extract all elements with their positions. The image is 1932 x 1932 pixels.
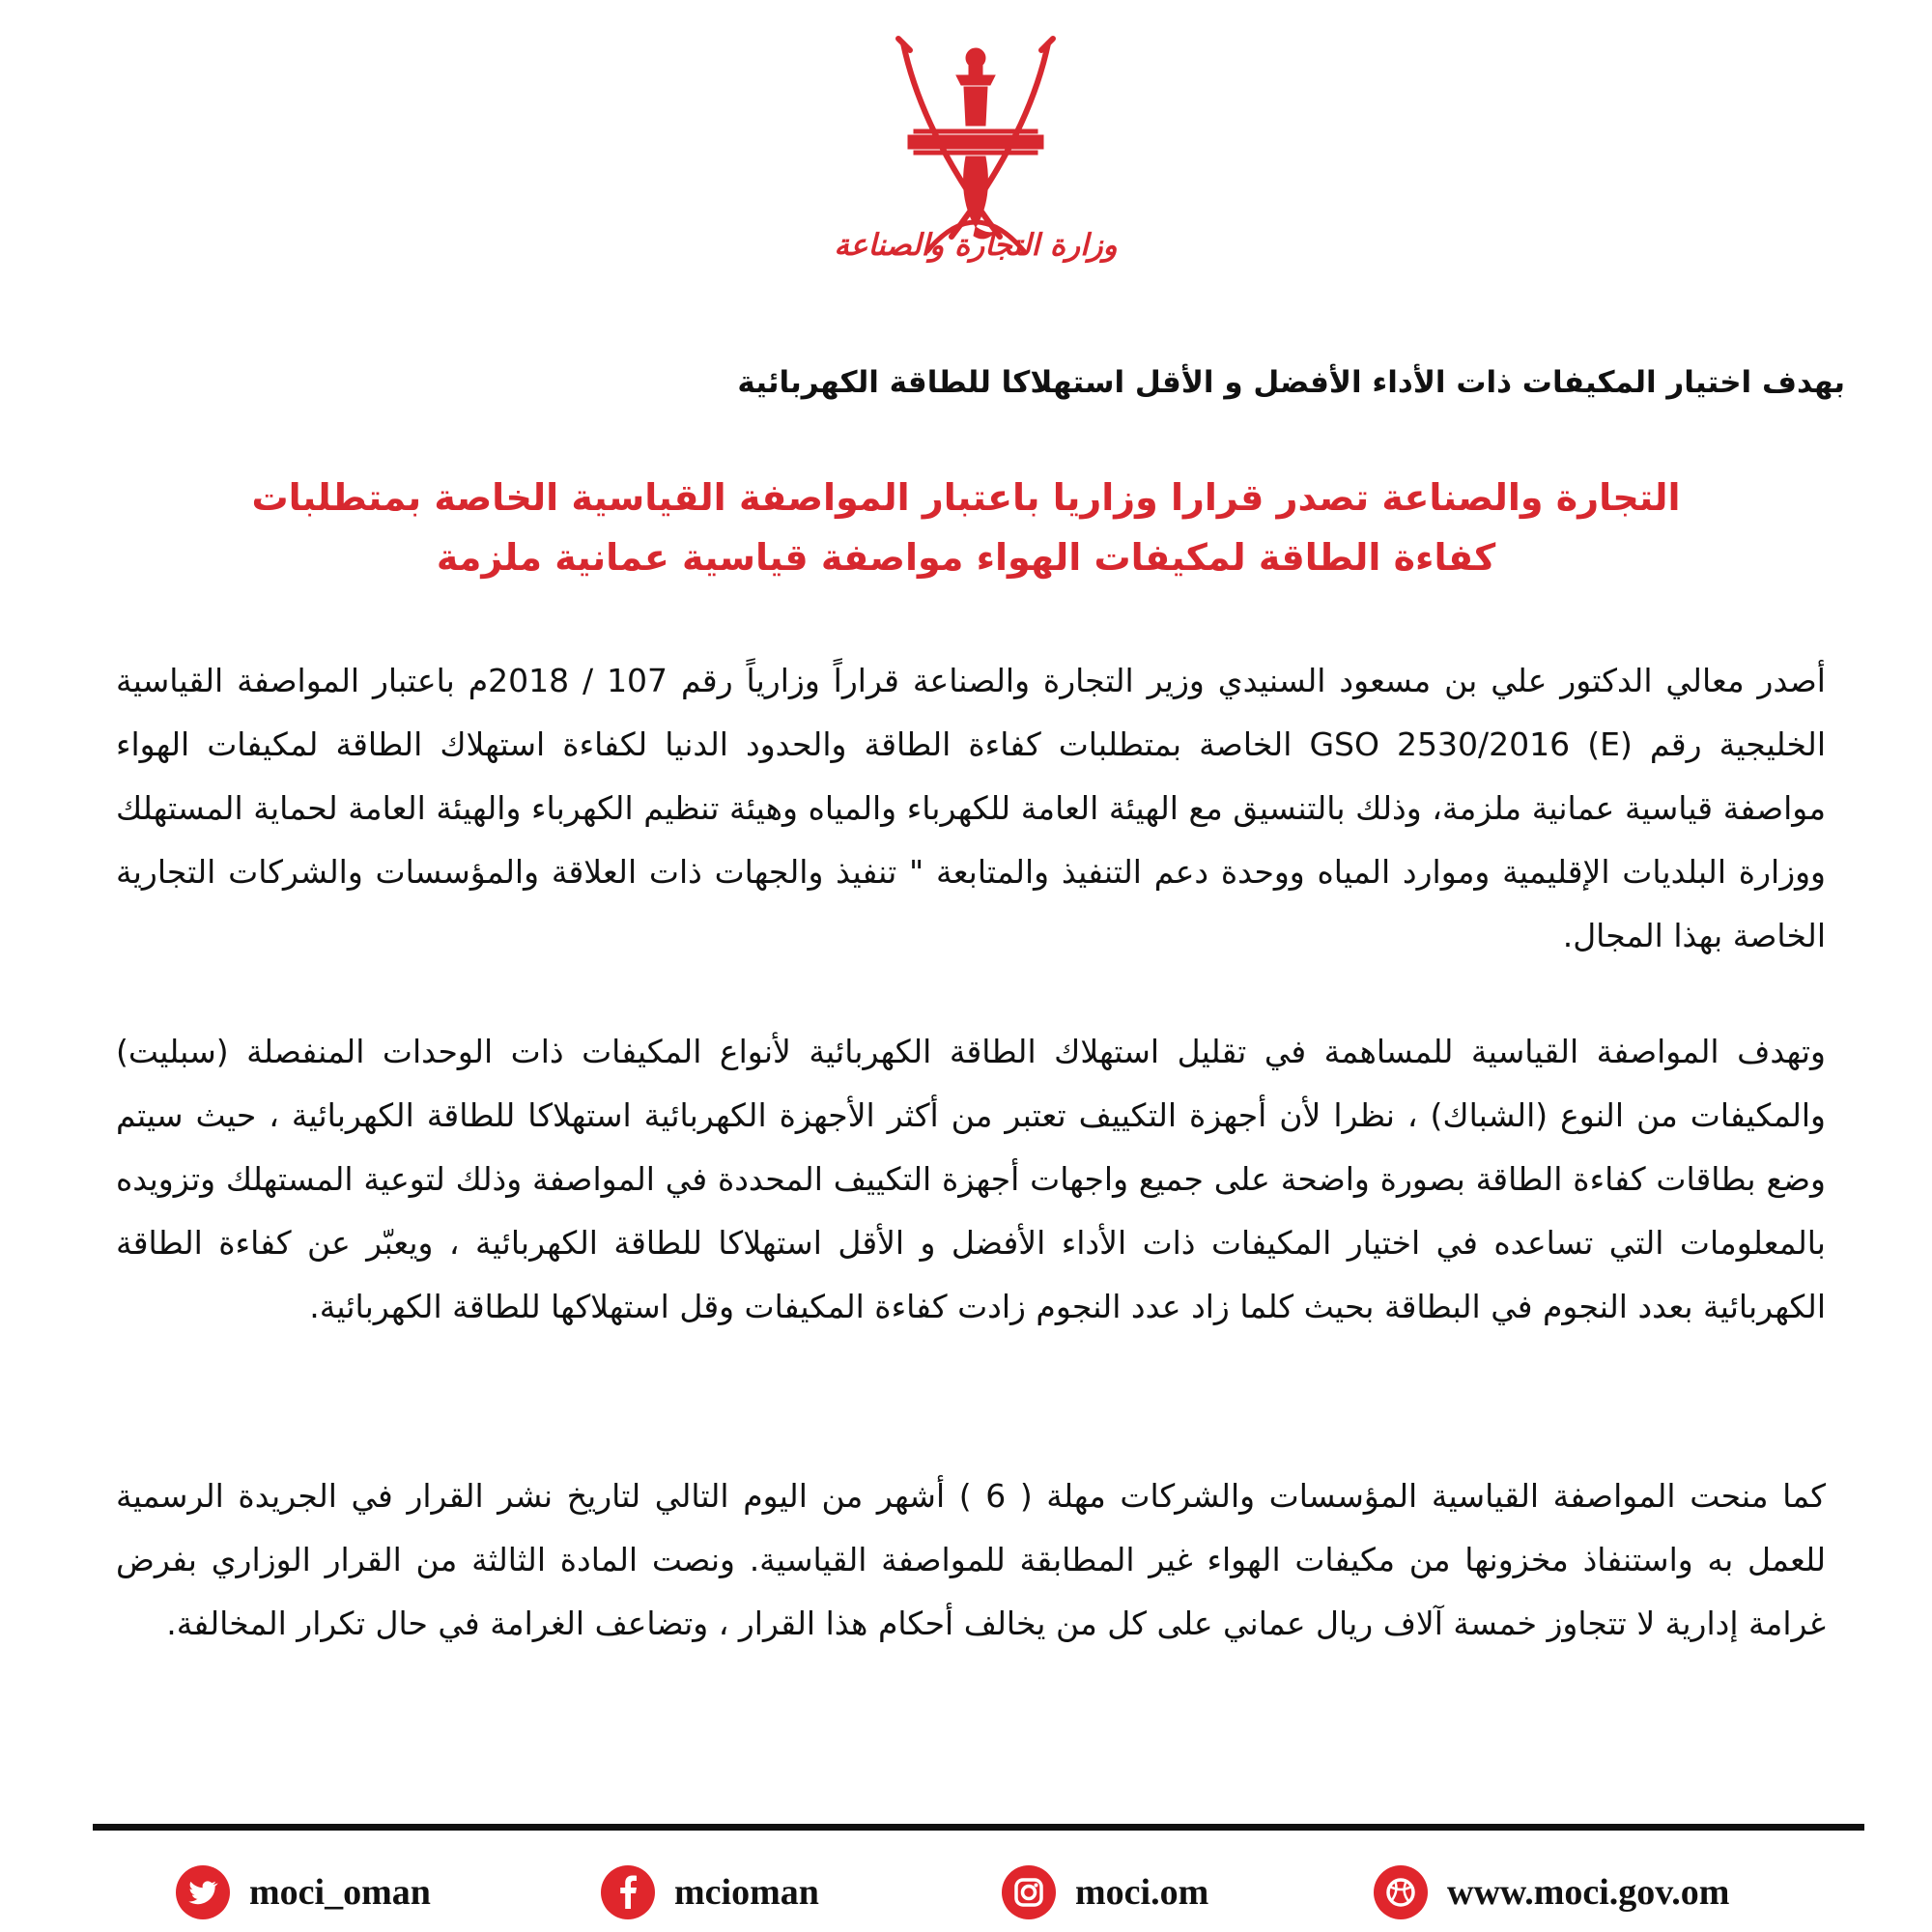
instagram-handle: moci.om bbox=[1075, 1872, 1209, 1913]
website-url: www.moci.gov.om bbox=[1447, 1872, 1730, 1913]
website-link[interactable] bbox=[1372, 1857, 1729, 1928]
twitter-handle: moci_oman bbox=[249, 1872, 431, 1913]
facebook-link[interactable] bbox=[599, 1857, 819, 1928]
twitter-link[interactable] bbox=[174, 1857, 431, 1928]
paragraph-1: أصدر معالي الدكتور علي بن مسعود السنيدي وزير التجارة والصناعة قراراً وزارياً رقم 107 / 2018م باعتبار المواصفة القياسية الخليجية رقم (GSO 2530/2016 (E الخاصة بمتطلبات كفاءة الطاقة والحدود الدنيا لكفاءة استهلاك الطاقة لمكيفات الهواء مواصفة قياسية عمانية ملزمة، وذلك بالتنسيق مع الهيئة العامة للكهرباء والمياه وهيئة تنظيم الكهرباء والهيئة العامة لحماية المستهلك ووزارة البلديات الإقليمية وموارد المياه ووحدة دعم التنفيذ والمتابعة " تنفيذ والجهات ذات العلاقة والمؤسسات والشركات التجارية الخاصة بهذا المجال. bbox=[116, 662, 1826, 954]
ministry-name: وزارة التجارة والصناعة bbox=[834, 228, 1118, 263]
facebook-icon bbox=[599, 1863, 657, 1921]
headline-line-2: كفاءة الطاقة لمكيفات الهواء مواصفة قياسية عمانية ملزمة bbox=[436, 536, 1496, 579]
headline-line-1: التجارة والصناعة تصدر قرارا وزاريا باعتبار المواصفة القياسية الخاصة بمتطلبات bbox=[251, 476, 1681, 519]
paragraph-3: كما منحت المواصفة القياسية المؤسسات والشركات مهلة ( 6 ) أشهر من اليوم التالي لتاريخ نشر القرار في الجريدة الرسمية للعمل به واستنفاذ مخزونها من مكيفات الهواء غير المطابقة للمواصفة القياسية. ونصت المادة الثالثة من القرار الوزاري بفرض غرامة إدارية لا تتجاوز خمسة آلاف ريال عماني على كل من يخالف أحكام هذا القرار ، وتضاعف الغرامة في حال تكرار المخالفة. bbox=[116, 1477, 1826, 1642]
instagram-link[interactable] bbox=[1000, 1857, 1208, 1928]
subtitle: بهدف اختيار المكيفات ذات الأداء الأفضل و الأقل استهلاكا للطاقة الكهربائية bbox=[737, 365, 1845, 400]
twitter-icon bbox=[174, 1863, 232, 1921]
footer-divider bbox=[93, 1824, 1864, 1831]
globe-icon bbox=[1372, 1863, 1430, 1921]
headline bbox=[155, 468, 1777, 587]
paragraph-2: وتهدف المواصفة القياسية للمساهمة في تقليل استهلاك الطاقة الكهربائية لأنواع المكيفات ذات الوحدات المنفصلة (سبليت) والمكيفات من النوع (الشباك) ، نظرا لأن أجهزة التكييف تعتبر من أكثر الأجهزة الكهربائية استهلاكا للطاقة الكهربائية ، حيث سيتم وضع بطاقات كفاءة الطاقة بصورة واضحة على جميع واجهات أجهزة التكييف المحددة في المواصفة وذلك لتوعية المستهلك وتزويده بالمعلومات التي تساعده في اختيار المكيفات ذات الأداء الأفضل و الأقل استهلاكا للطاقة الكهربائية ، ويعبّر عن كفاءة الطاقة الكهربائية بعدد النجوم في البطاقة بحيث كلما زاد عدد النجوم زادت كفاءة المكيفات وقل استهلاكها للطاقة الكهربائية. bbox=[116, 1033, 1826, 1325]
facebook-handle: mcioman bbox=[674, 1872, 819, 1913]
instagram-icon bbox=[1000, 1863, 1058, 1921]
